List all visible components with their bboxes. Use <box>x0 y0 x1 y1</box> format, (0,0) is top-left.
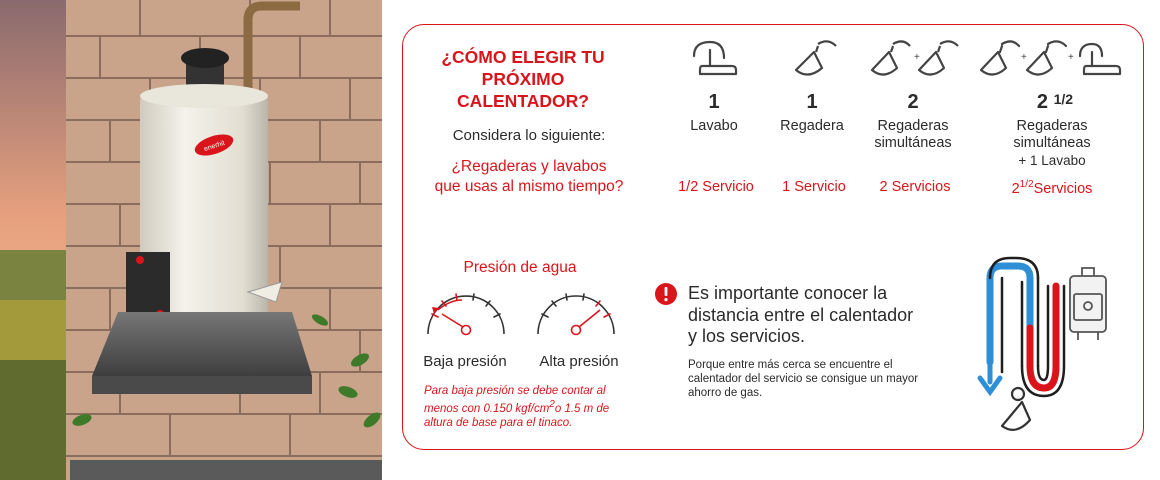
svg-text:+: + <box>1021 52 1027 63</box>
two-showers-icon <box>872 41 958 74</box>
note-line-1: Para baja presión se debe contar al <box>424 385 606 397</box>
col2-number: 1 <box>806 91 818 113</box>
col4-number <box>1010 91 1100 114</box>
faucet-icon <box>694 42 736 74</box>
detail-text <box>688 358 968 400</box>
svg-text:+: + <box>1068 52 1074 63</box>
col2-service: 1 Servicio <box>782 179 846 195</box>
col3-number: 2 <box>907 91 919 113</box>
col4-label-line-2: simultáneas <box>1013 135 1091 151</box>
low-pressure-gauge-icon <box>428 294 504 335</box>
pipe-distance-diagram <box>968 254 1128 434</box>
col4-label-line-1: Regaderas <box>1016 118 1088 134</box>
col4-service-fraction: 1/2 <box>1019 179 1034 190</box>
important-line-3: y los servicios. <box>688 326 806 346</box>
col2-label: Regadera <box>780 118 844 134</box>
col4-number-fraction: 1/2 <box>1053 91 1074 107</box>
service-icons <box>688 36 1128 84</box>
pressure-title: Presión de agua <box>463 259 577 276</box>
high-pressure-label: Alta presión <box>539 353 619 370</box>
pressure-gauges <box>420 284 620 344</box>
low-pressure-label: Baja presión <box>423 353 507 370</box>
product-photo <box>0 0 382 480</box>
col1-service: 1/2 Servicio <box>678 179 754 195</box>
col1-label: Lavabo <box>690 118 738 134</box>
col3-label-line-2: simultáneas <box>874 135 952 151</box>
col3-label-line-1: Regaderas <box>877 118 949 134</box>
col4-number-whole: 2 <box>1036 91 1049 113</box>
alert-icon <box>654 282 678 306</box>
note-line-2-sup: 2 <box>549 399 555 410</box>
col4-service <box>992 179 1112 197</box>
note-line-2 <box>424 398 644 416</box>
pipe-loop-icon <box>980 258 1064 396</box>
heater-icon <box>1070 268 1106 340</box>
note-line-2b: o 1.5 m de <box>554 402 610 415</box>
shower-icon <box>796 41 836 74</box>
note-line-3: altura de base para el tinaco. <box>424 416 573 429</box>
important-line-1: Es importante conocer la <box>688 283 888 303</box>
title-line-1: ¿CÓMO ELEGIR TU <box>441 47 605 67</box>
col3-label <box>853 118 973 152</box>
col4-service-suffix: Servicios <box>1033 180 1093 197</box>
question-line-1: ¿Regaderas y lavabos <box>451 158 607 175</box>
title-line-2: PRÓXIMO CALENTADOR? <box>457 69 589 111</box>
col1-number: 1 <box>708 91 720 113</box>
consider-text: Considera lo siguiente: <box>452 127 606 144</box>
detail-line-2: calentador del servicio se consigue un mayor <box>688 373 919 385</box>
question-text <box>410 157 648 197</box>
detail-line-1: Porque entre más cerca se encuentre el <box>688 359 893 371</box>
water-heater-photo <box>0 0 382 480</box>
showers-and-faucet-icon <box>981 41 1120 74</box>
page-title <box>418 46 628 112</box>
col3-service: 2 Servicios <box>879 179 951 195</box>
pressure-note <box>424 384 644 430</box>
shower-head-icon <box>1002 388 1030 430</box>
important-text <box>688 283 958 348</box>
high-pressure-gauge-icon <box>538 294 614 335</box>
brand-logo: enerhit <box>203 139 226 154</box>
col4-label <box>992 118 1112 169</box>
col4-label-line-3: + 1 Lavabo <box>1018 153 1086 168</box>
svg-text:+: + <box>914 52 920 63</box>
note-line-2a: menos con 0.150 kgf/cm <box>424 402 550 415</box>
detail-line-3: ahorro de gas. <box>688 387 763 399</box>
question-line-2: que usas al mismo tiempo? <box>434 178 624 195</box>
col4-service-number: 2 <box>1011 180 1020 197</box>
important-line-2: distancia entre el calentador <box>688 304 914 325</box>
